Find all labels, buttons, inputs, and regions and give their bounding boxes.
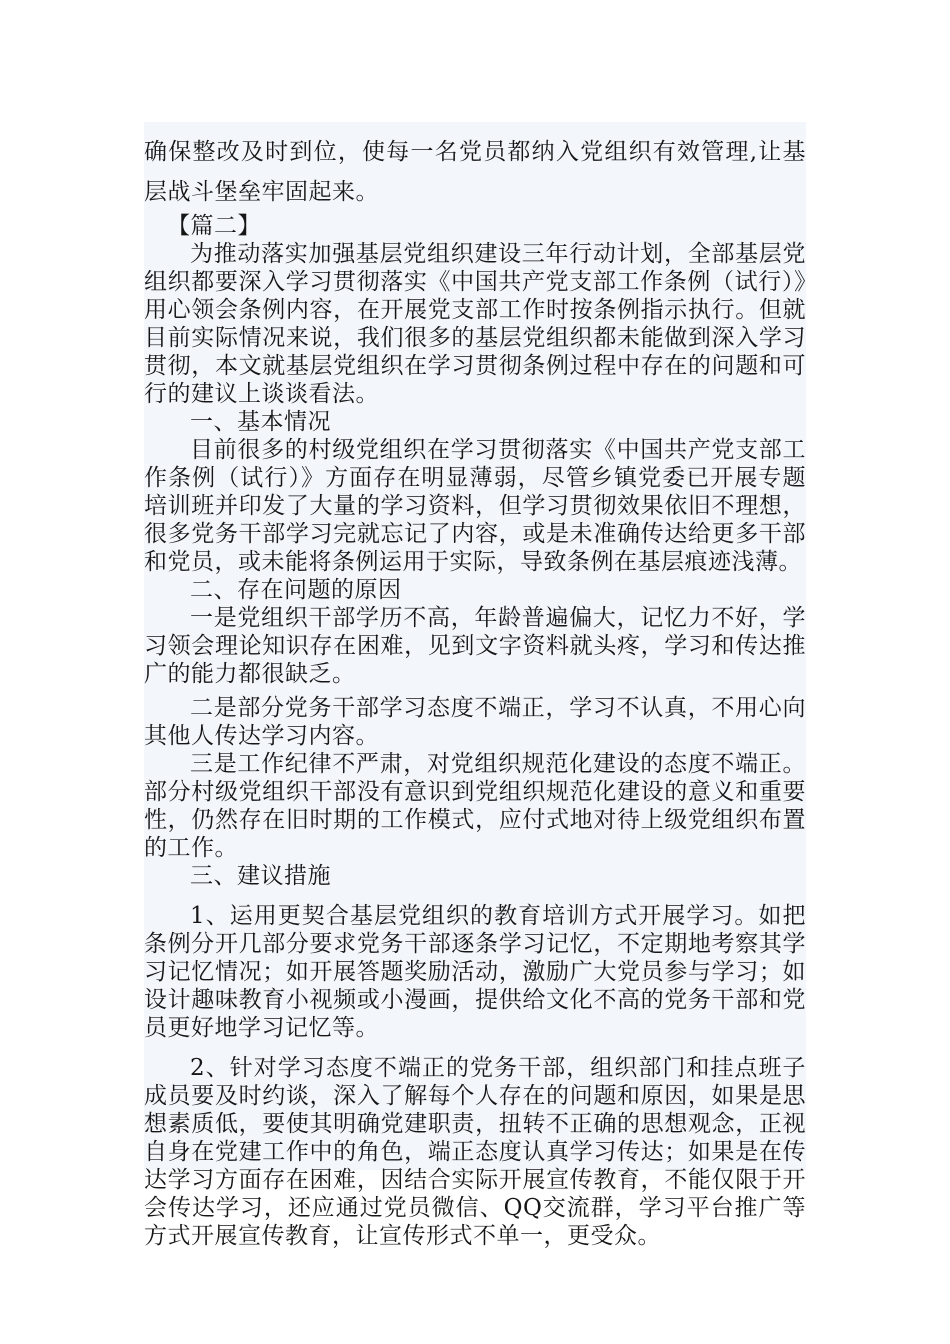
heading-basic-situation: 一、基本情况: [190, 409, 331, 435]
paragraph-suggestion-1: 1、运用更契合基层党组织的教育培训方式开展学习。如把条例分开几部分要求党务干部逐条学习记忆，不定期地考察其学习记忆情况；如开展答题奖励活动，激励广大党员参与学习；如设计趣味教育小视频或小漫画，提供给文化不高的党务干部和党员更好地学习记忆等。: [144, 903, 806, 1041]
document-body: [144, 122, 806, 1249]
paragraph-basic-situation: 目前很多的村级党组织在学习贯彻落实《中国共产党支部工作条例（试行）》方面存在明显薄弱，尽管乡镇党委已开展专题培训班并印发了大量的学习资料，但学习贯彻效果依旧不理想，很多党务干部学习完就忘记了内容，或是未准确传达给更多干部和党员，或未能将条例运用于实际，导致条例在基层痕迹浅薄。: [144, 437, 806, 575]
paragraph-intro: 确保整改及时到位，使每一名党员都纳入党组织有效管理,让基层战斗堡垒牢固起来。: [144, 139, 806, 205]
paragraph-cause-2: 二是部分党务干部学习态度不端正，学习不认真，不用心向其他人传达学习内容。: [144, 695, 806, 749]
paragraph-suggestion-2: 2、针对学习态度不端正的党务干部，组织部门和挂点班子成员要及时约谈，深入了解每个人存在的问题和原因，如果是思想素质低，要使其明确党建职责，扭转不正确的思想观念，正视自身在党建工作中的角色，端正态度认真学习传达；如果是在传达学习方面存在困难，因结合实际开展宣传教育，不能仅限于开会传达学习，还应通过党员微信、QQ交流群，学习平台推广等方式开展宣传教育，让宣传形式不单一，更受众。: [144, 1055, 806, 1249]
paragraph-cause-3: 三是工作纪律不严肃，对党组织规范化建设的态度不端正。部分村级党组织干部没有意识到党组织规范化建设的意义和重要性，仍然存在旧时期的工作模式，应付式地对待上级党组织布置的工作。: [144, 751, 806, 861]
heading-causes: 二、存在问题的原因: [190, 577, 402, 603]
section-title: 【篇二】: [167, 213, 261, 239]
heading-suggestions: 三、建议措施: [190, 863, 331, 889]
paragraph-background: 为推动落实加强基层党组织建设三年行动计划，全部基层党组织都要深入学习贯彻落实《中国共产党支部工作条例（试行）》用心领会条例内容，在开展党支部工作时按条例指示执行。但就目前实际情况来说，我们很多的基层党组织都未能做到深入学习贯彻，本文就基层党组织在学习贯彻条例过程中存在的问题和可行的建议上谈谈看法。: [144, 241, 806, 407]
paragraph-cause-1: 一是党组织干部学历不高，年龄普遍偏大，记忆力不好，学习领会理论知识存在困难，见到文字资料就头疼，学习和传达推广的能力都很缺乏。: [144, 605, 806, 687]
